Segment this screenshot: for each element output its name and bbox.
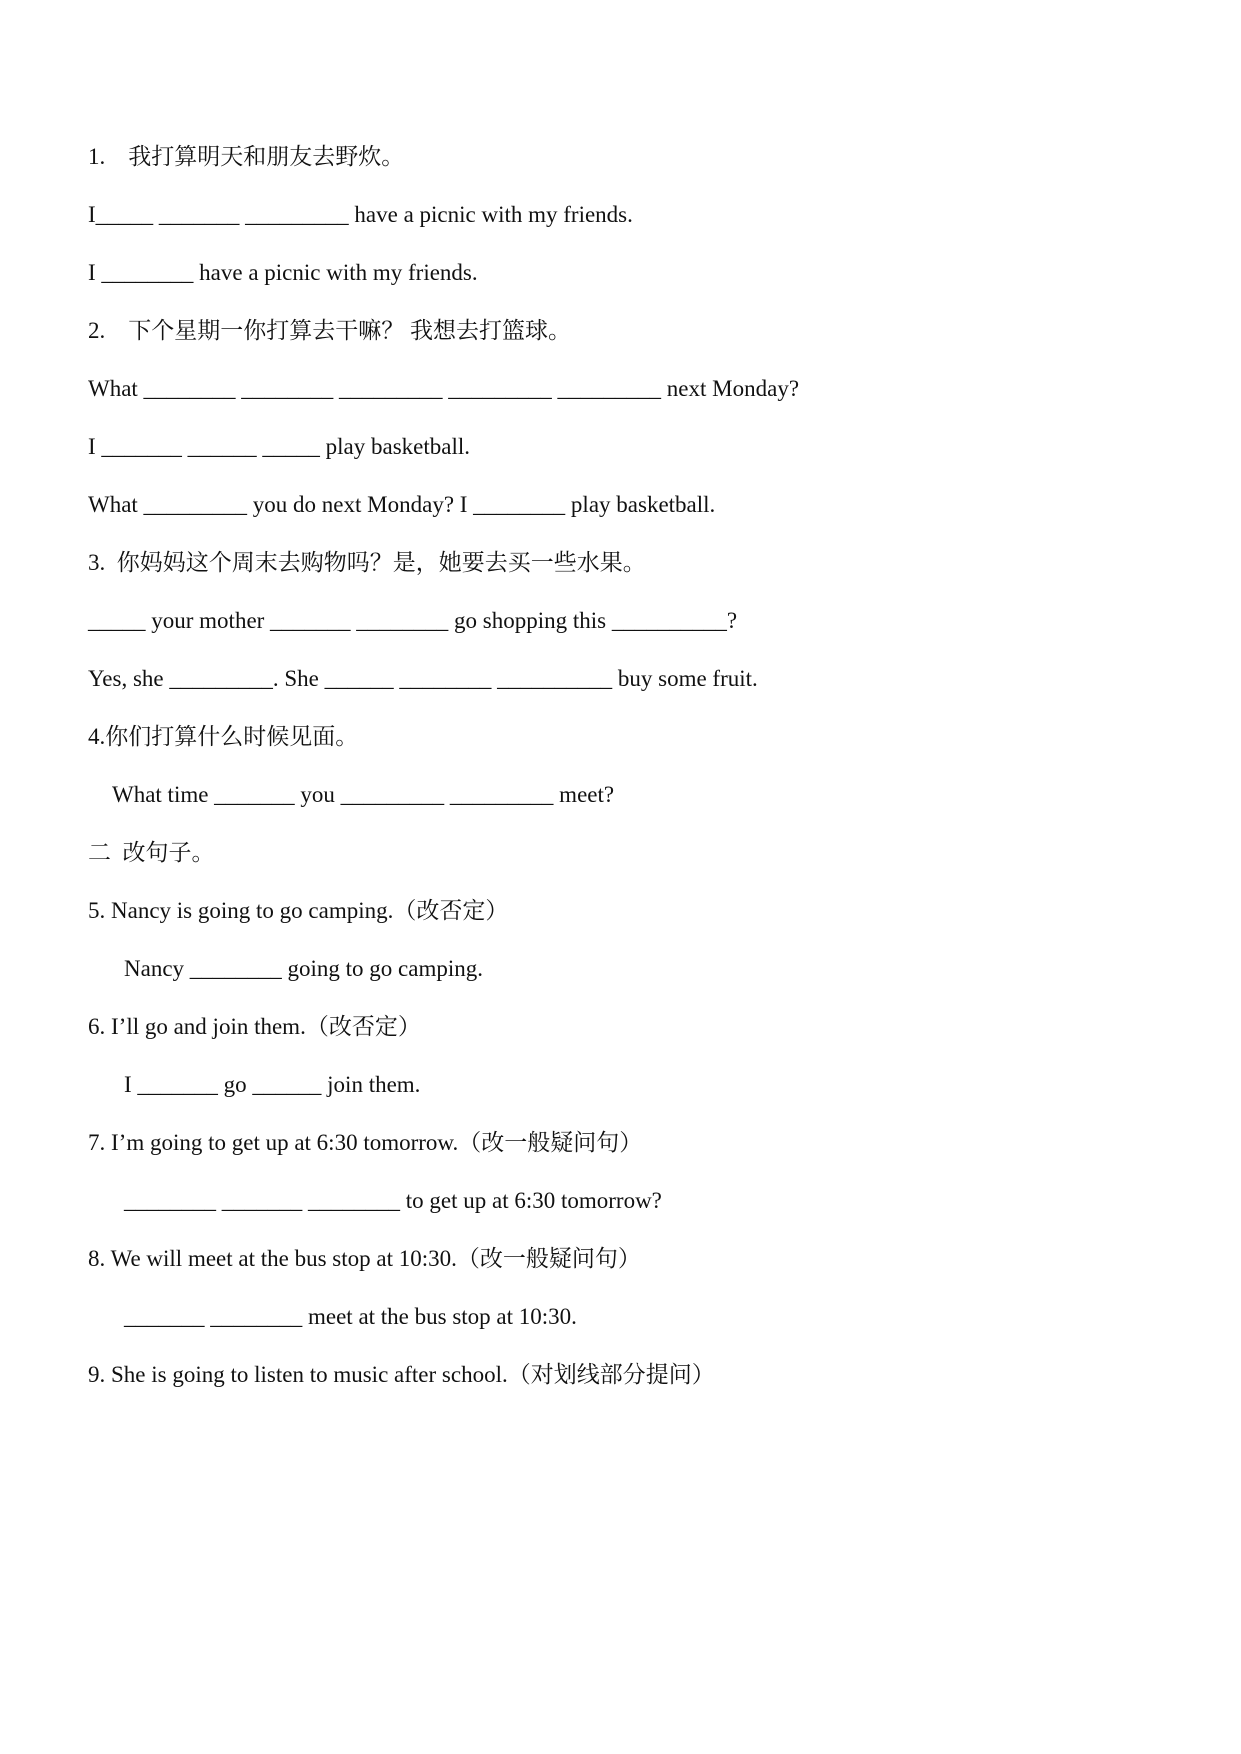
question-6-prompt: 6. I’ll go and join them.（改否定） — [88, 1014, 421, 1039]
question-7-prompt: 7. I’m going to get up at 6:30 tomorrow.（改一般疑问句） — [88, 1130, 643, 1155]
question-3-answer-a: _____ your mother _______ ________ go shopping this __________? — [88, 608, 738, 633]
question-8-answer: _______ ________ meet at the bus stop at 10:30. — [124, 1304, 577, 1329]
question-2-answer-a: What ________ ________ _________ _________ _________ next Monday? — [88, 376, 800, 401]
question-3-answer-b: Yes, she _________. She ______ ________ __________ buy some fruit. — [88, 666, 758, 691]
question-1-prompt: 1. 我打算明天和朋友去野炊。 — [88, 144, 405, 169]
question-5-answer: Nancy ________ going to go camping. — [124, 956, 484, 981]
question-2-answer-c: What _________ you do next Monday? I ________ play basketball. — [88, 492, 716, 517]
question-4-prompt: 4.你们打算什么时候见面。 — [88, 724, 359, 749]
question-8-prompt: 8. We will meet at the bus stop at 10:30.（改一般疑问句） — [88, 1246, 641, 1271]
question-5-prompt: 5. Nancy is going to go camping.（改否定） — [88, 898, 509, 923]
question-1-answer-b: I ________ have a picnic with my friends. — [88, 260, 478, 285]
question-1-answer-a: I_____ _______ _________ have a picnic with my friends. — [88, 202, 633, 227]
question-3-prompt: 3. 你妈妈这个周末去购物吗？是，她要去买一些水果。 — [88, 550, 646, 575]
section-2-heading: 二 改句子。 — [88, 840, 215, 865]
question-9-prompt: 9. She is going to listen to music after school.（对划线部分提问） — [88, 1362, 715, 1387]
question-2-answer-b: I _______ ______ _____ play basketball. — [88, 434, 471, 459]
question-4-answer: What time _______ you _________ _________ meet? — [112, 782, 615, 807]
question-6-answer: I _______ go ______ join them. — [124, 1072, 421, 1097]
question-2-prompt: 2. 下个星期一你打算去干嘛？ 我想去打篮球。 — [88, 318, 571, 343]
question-7-answer: ________ _______ ________ to get up at 6:30 tomorrow? — [124, 1188, 662, 1213]
